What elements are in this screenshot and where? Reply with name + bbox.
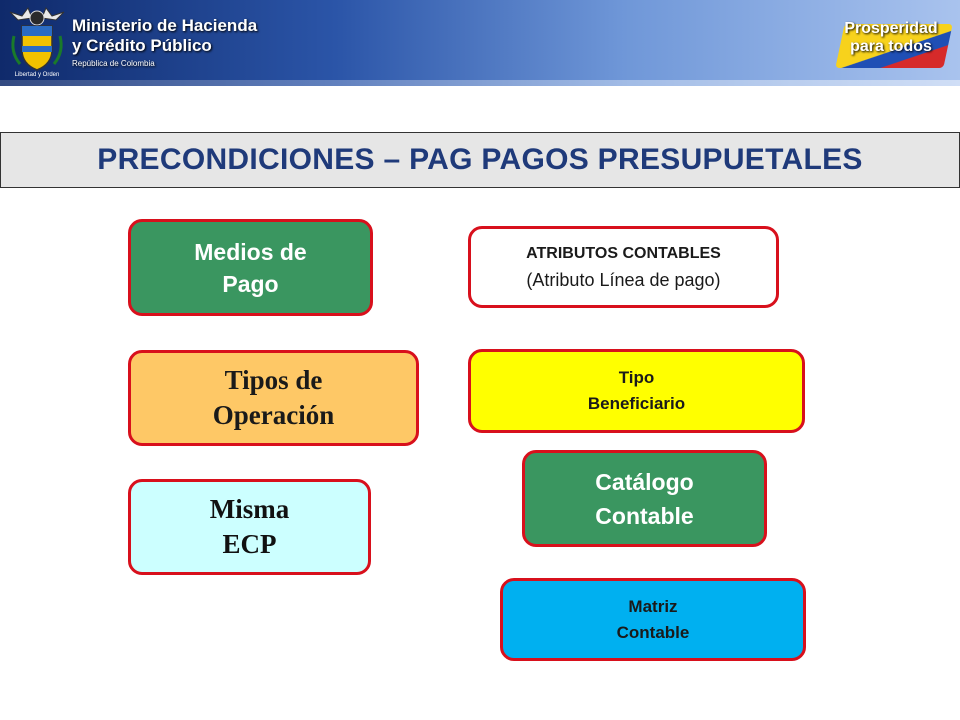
slogan-line1: Prosperidad	[844, 20, 938, 37]
coat-of-arms-icon	[8, 6, 66, 82]
box-tipos-de-operacion	[128, 350, 419, 446]
matriz-line2: Contable	[616, 622, 690, 642]
misma-ecp-line2: ECP	[222, 529, 277, 559]
ministry-line1: Ministerio de Hacienda	[72, 16, 258, 35]
atributos-line1: ATRIBUTOS CONTABLES	[526, 245, 721, 262]
box-medios-de-pago	[128, 219, 373, 316]
prosperidad-logo	[832, 18, 950, 70]
page-title: PRECONDICIONES – PAG PAGOS PRESUPUETALES	[97, 143, 863, 176]
matriz-line1: Matriz	[628, 596, 678, 616]
slogan-text	[832, 18, 950, 56]
tipos-operacion-line2: Operación	[212, 400, 335, 430]
crest-caption: Libertad y Orden	[14, 72, 60, 78]
ministry-line2: y Crédito Público	[72, 36, 212, 55]
misma-ecp-line1: Misma	[209, 494, 290, 524]
medios-pago-line2: Pago	[222, 270, 279, 297]
catalogo-line2: Contable	[595, 502, 694, 529]
header-banner	[0, 0, 960, 86]
tipo-beneficiario-line2: Beneficiario	[587, 394, 686, 413]
atributos-line2: (Atributo Línea de pago)	[526, 270, 721, 290]
tipos-operacion-line1: Tipos de	[224, 365, 323, 395]
slogan-line2: para todos	[850, 38, 932, 55]
box-matriz-contable	[500, 578, 806, 661]
catalogo-line1: Catálogo	[595, 468, 694, 495]
ministry-logo-text	[72, 16, 257, 69]
box-tipo-beneficiario	[468, 349, 805, 433]
tipo-beneficiario-line1: Tipo	[618, 368, 655, 387]
box-catalogo-contable	[522, 450, 767, 547]
title-bar	[0, 132, 960, 188]
box-misma-ecp	[128, 479, 371, 575]
box-atributos-contables	[468, 226, 779, 308]
medios-pago-line1: Medios de	[194, 238, 307, 265]
ministry-subtitle: República de Colombia	[72, 59, 155, 68]
